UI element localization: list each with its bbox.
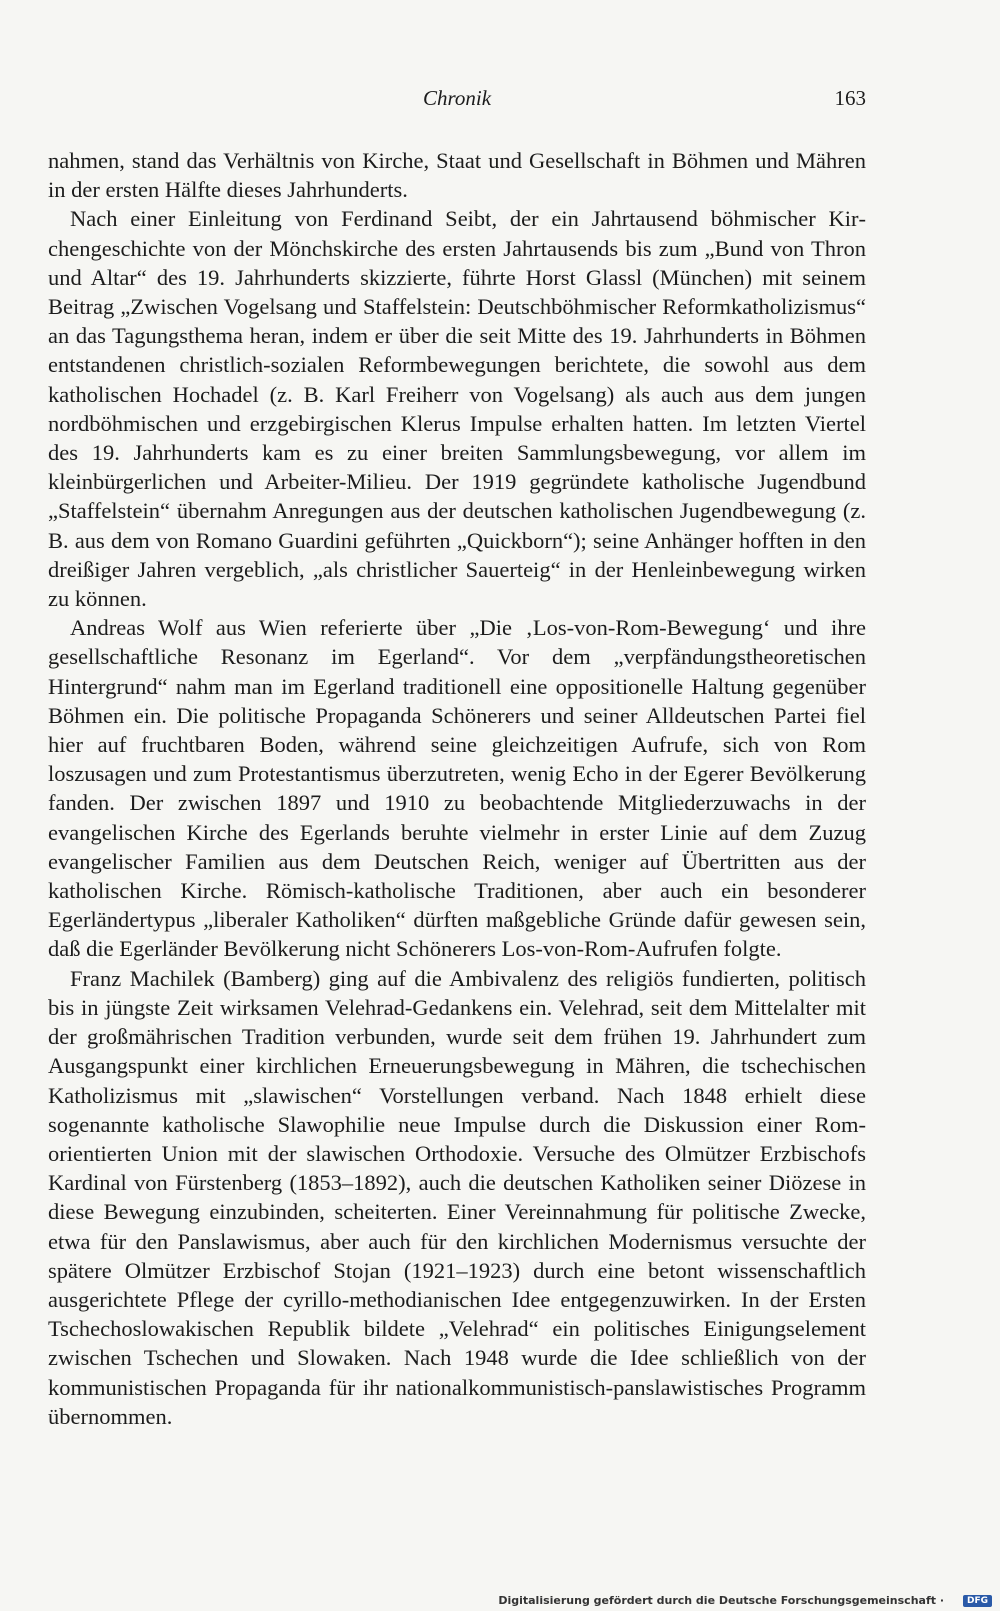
page-header [48, 86, 866, 116]
paragraph-wolf: Andreas Wolf aus Wien referierte über „Die ‚Los-von-Rom-Bewegung‘ und ihre gesellschaftliche Resonanz im Egerland“. Vor dem „verpfändungstheoretischen Hintergrund“ nahm man im Egerland traditionell eine oppositionelle Haltung gegenüber Böhmen ein. Die politische Propaganda Schönerers und seiner Alldeutschen Partei fiel hier auf fruchtbaren Boden, während seine gleichzeitigen Aufrufe, sich von Rom loszusagen und zum Protestantismus überzutreten, wenig Echo in der Egerer Bevölkerung fanden. Der zwischen 1897 und 1910 zu beobachtende Mitgliederzuwachs in der evangelischen Kirche des Egerlands beruhte vielmehr in erster Linie auf dem Zuzug evangelischer Familien aus dem Deutschen Reich, weniger auf Übertritten aus der katholischen Kirche. Römisch-katholische Traditionen, aber auch ein besonderer Egerländertypus „liberaler Katholiken“ dürften maßgebliche Gründe dafür gewesen sein, daß die Egerländer Bevölkerung nicht Schönerers Los-von-Rom-Aufrufen folgte. [48, 615, 866, 962]
running-title: Chronik [422, 86, 492, 110]
paragraph-continuation: nahmen, stand das Verhältnis von Kirche, Staat und Gesellschaft in Böhmen und Mähren in der ersten Hälfte dieses Jahrhunderts. [48, 148, 866, 203]
dfg-logo: DFG [963, 1595, 992, 1607]
body-text [48, 146, 866, 1431]
digitization-note: Digitalisierung gefördert durch die Deutsche Forschungsgemeinschaft · [498, 1594, 944, 1607]
paragraph-seibt-glassl: Nach einer Einleitung von Ferdinand Seibt, der ein Jahrtausend böhmischer Kirchengeschichte von der Mönchskirche des ersten Jahrtausends bis zum „Bund von Thron und Altar“ des 19. Jahrhunderts skizzierte, führte Horst Glassl (München) mit seinem Beitrag „Zwischen Vogelsang und Staffelstein: Deutschböhmischer Reformkatholizismus“ an das Tagungsthema heran, indem er über die seit Mitte des 19. Jahrhunderts in Böhmen entstandenen christlich-sozialen Reformbewegungen berichtete, die sowohl aus dem katholischen Hochadel (z. B. Karl Freiherr von Vogelsang) als auch aus dem jungen nordböhmischen und erzgebirgischen Klerus Impulse erhalten hatten. Im letzten Viertel des 19. Jahrhunderts kam es zu einer breiten Sammlungsbewegung, vor allem im kleinbürgerlichen und Arbeiter-Milieu. Der 1919 gegründete katholische Jugendbund „Staffelstein“ übernahm Anregungen aus der deutschen katholischen Jugendbewegung (z. B. aus dem von Romano Guardini geführten „Quickborn“); seine Anhänger hofften in den dreißiger Jahren vergeblich, „als christlicher Sauerteig“ in der Henleinbewegung wirken zu können. [48, 206, 866, 612]
paragraph-machilek: Franz Machilek (Bamberg) ging auf die Ambivalenz des religiös fundierten, politisch bis in jüngste Zeit wirksamen Velehrad-Gedankens ein. Velehrad, seit dem Mittelalter mit der großmährischen Tradition verbunden, wurde seit dem frühen 19. Jahrhundert zum Ausgangspunkt einer kirchlichen Erneuerungsbewegung in Mähren, die tschechischen Katholizismus mit „slawischen“ Vorstellungen verband. Nach 1848 erhielt diese sogenannte katholische Slawophilie neue Impulse durch die Diskussion einer Rom-orientierten Union mit der slawischen Orthodoxie. Versuche des Olmützer Erzbischofs Kardinal von Fürstenberg (1853–1892), auch die deutschen Katholiken seiner Diözese in diese Bewegung einzubinden, scheiterten. Einer Vereinnahmung für politische Zwecke, etwa für den Panslawismus, aber auch für den kirchlichen Modernismus versuchte der spätere Olmützer Erzbischof Stojan (1921–1923) durch eine betont wissenschaftlich ausgerichtete Pflege der cyrillo-methodianischen Idee entgegenzuwirken. In der Ersten Tschechoslowakischen Republik bildete „Velehrad“ ein politisches Einigungselement zwischen Tschechen und Slowaken. Nach 1948 wurde die Idee schließlich von der kommunistischen Propaganda für ihr nationalkommunistisch-panslawistisches Programm übernommen. [48, 965, 866, 1429]
page-number: 163 [834, 86, 866, 110]
